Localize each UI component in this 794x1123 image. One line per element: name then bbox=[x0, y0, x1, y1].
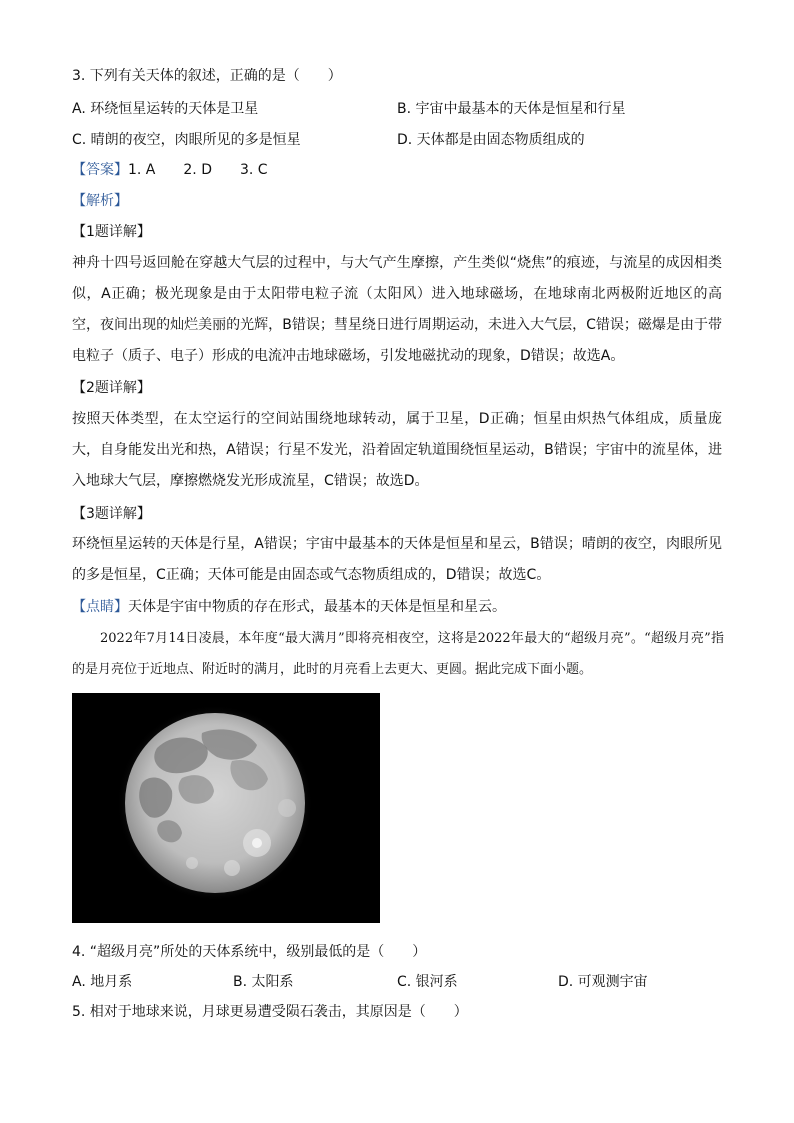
q3-option-b: B. 宇宙中最基本的天体是恒星和行星 bbox=[397, 101, 626, 117]
detail-3-label: 【3题详解】 bbox=[72, 506, 151, 522]
q4-stem: 4. “超级月亮”所处的天体系统中，级别最低的是（ ） bbox=[72, 944, 427, 960]
reading-passage: 2022年7月14日凌晨，本年度“最大满月”即将亮相夜空，这将是2022年最大的“超级月亮”。“超级月亮”指的是月亮位于近地点、附近时的满月，此时的月亮看上去更大、更圆。据此完成下面小题。 bbox=[72, 631, 724, 677]
q3-stem: 3. 下列有关天体的叙述，正确的是（ ） bbox=[72, 68, 342, 84]
answer-label: 【答案】 bbox=[72, 162, 128, 178]
tip-label: 【点睛】 bbox=[72, 599, 128, 615]
q3-option-c: C. 晴朗的夜空，肉眼所见的多是恒星 bbox=[72, 132, 301, 148]
moon-photo bbox=[72, 693, 380, 923]
q4-option-c: C. 银河系 bbox=[397, 974, 458, 990]
tip-text: 天体是宇宙中物质的存在形式，最基本的天体是恒星和星云。 bbox=[128, 599, 506, 615]
detail-1-text: 神舟十四号返回舱在穿越大气层的过程中，与大气产生摩擦，产生类似“烧焦”的痕迹，与流星的成因相类似，A正确；极光现象是由于太阳带电粒子流（太阳风）进入地球磁场，在地球南北两极附近地区的高空，夜间出现的灿烂美丽的光辉，B错误；彗星绕日进行周期运动，未进入大气层，C错误；磁爆是由于带电粒子（质子、电子）形成的电流冲击地球磁场，引发地磁扰动的现象，D错误；故选A。 bbox=[72, 255, 722, 364]
detail-3-text: 环绕恒星运转的天体是行星，A错误；宇宙中最基本的天体是恒星和星云，B错误；晴朗的夜空，肉眼所见的多是恒星，C正确；天体可能是由固态或气态物质组成的，D错误；故选C。 bbox=[72, 536, 722, 583]
q4-option-a: A. 地月系 bbox=[72, 974, 133, 990]
analysis-label: 【解析】 bbox=[72, 193, 128, 209]
q4-option-d: D. 可观测宇宙 bbox=[558, 974, 648, 990]
q5-stem: 5. 相对于地球来说，月球更易遭受陨石袭击，其原因是（ ） bbox=[72, 1004, 468, 1020]
q3-option-d: D. 天体都是由固态物质组成的 bbox=[397, 132, 585, 148]
moon-image bbox=[72, 693, 380, 923]
q3-option-a: A. 环绕恒星运转的天体是卫星 bbox=[72, 101, 259, 117]
q4-option-b: B. 太阳系 bbox=[233, 974, 294, 990]
answer-line bbox=[72, 160, 268, 180]
detail-1-label: 【1题详解】 bbox=[72, 224, 151, 240]
detail-2-text: 按照天体类型，在太空运行的空间站围绕地球转动，属于卫星，D正确；恒星由炽热气体组成，质量庞大，自身能发出光和热，A错误；行星不发光，沿着固定轨道围绕恒星运动，B错误；宇宙中的流星体，进入地球大气层，摩擦燃烧发光形成流星，C错误；故选D。 bbox=[72, 411, 722, 489]
detail-2-label: 【2题详解】 bbox=[72, 380, 151, 396]
answer-text: 1. A 2. D 3. C bbox=[128, 162, 268, 178]
tip-line bbox=[72, 597, 506, 617]
